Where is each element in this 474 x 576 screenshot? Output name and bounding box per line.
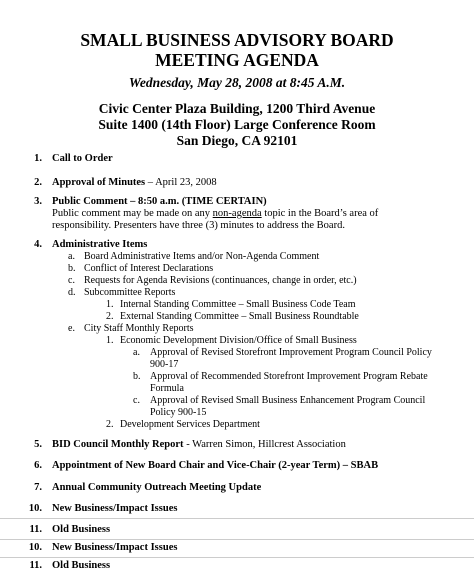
- item-new-business: New Business/Impact Issues: [52, 542, 178, 553]
- sub-item-board-admin: Board Administrative Items and/or Non-Agenda Comment: [84, 251, 320, 262]
- sub-item-requests: Requests for Agenda Revisions (continuances, change in order, etc.): [84, 275, 357, 286]
- item-number: 10.: [28, 542, 42, 553]
- sub-item-staff-reports: City Staff Monthly Reports: [84, 323, 194, 334]
- document-title: SMALL BUSINESS ADVISORY BOARD: [80, 30, 394, 50]
- item-title: BID Council Monthly Report: [52, 439, 184, 450]
- item-detail: - Warren Simon, Hillcrest Association: [183, 439, 346, 450]
- item-number: 4.: [34, 239, 42, 250]
- sub-item-label: a.: [68, 251, 75, 262]
- sub-item-label: b.: [133, 371, 141, 382]
- location-line-3: San Diego, CA 92101: [176, 133, 298, 148]
- sub-item-label: b.: [68, 263, 76, 274]
- sub-item-label: c.: [133, 395, 140, 406]
- item-old-business: Old Business: [52, 560, 111, 571]
- sub-item-label: 1.: [106, 335, 114, 346]
- divider: [0, 539, 474, 540]
- sub-item-storefront-policy-cont: 900-17: [150, 359, 179, 370]
- item-old-business: Old Business: [52, 524, 111, 535]
- item-number: 3.: [34, 196, 42, 207]
- sub-item-internal-committee: Internal Standing Committee – Small Business Code Team: [120, 299, 356, 310]
- sub-item-label: 2.: [106, 419, 114, 430]
- item-number: 5.: [34, 439, 42, 450]
- item-call-to-order: Call to Order: [52, 153, 113, 164]
- item-number: 11.: [29, 524, 42, 535]
- item-number: 6.: [34, 460, 42, 471]
- sub-item-storefront-policy: Approval of Revised Storefront Improvement Program Council Policy: [150, 347, 432, 358]
- item-number: 11.: [29, 560, 42, 571]
- item-approval-of-minutes: [52, 177, 217, 189]
- sub-item-label: c.: [68, 275, 75, 286]
- item-number: 10.: [28, 503, 42, 514]
- divider: [0, 518, 474, 519]
- sub-item-label: a.: [133, 347, 140, 358]
- sub-item-rebate-formula-cont: Formula: [150, 383, 184, 394]
- location-line-2: Suite 1400 (14th Floor) Large Conference Room: [98, 117, 376, 132]
- item-board-chair-appointment: Appointment of New Board Chair and Vice-Chair (2-year Term) – SBAB: [52, 460, 379, 471]
- item-new-business: New Business/Impact Issues: [52, 503, 178, 514]
- location-line-1: Civic Center Plaza Building, 1200 Third Avenue: [98, 101, 376, 116]
- sub-item-enhancement-policy-cont: Policy 900-15: [150, 407, 207, 418]
- sub-item-economic-development: Economic Development Division/Office of Small Business: [120, 335, 357, 346]
- public-comment-text-line-1: [52, 208, 378, 220]
- text-fragment: Public comment may be made on any: [52, 208, 213, 219]
- item-detail: – April 23, 2008: [145, 177, 217, 188]
- sub-item-label: d.: [68, 287, 76, 298]
- text-underlined: non-agenda: [212, 208, 262, 219]
- document-subtitle: MEETING AGENDA: [155, 50, 319, 70]
- public-comment-text-line-2: responsibility. Presenters have three (3) minutes to address the Board.: [52, 220, 345, 231]
- item-outreach-update: Annual Community Outreach Meeting Update: [52, 482, 262, 493]
- item-title: Approval of Minutes: [52, 177, 146, 188]
- sub-item-enhancement-policy: Approval of Revised Small Business Enhancement Program Council: [150, 395, 426, 406]
- item-bid-council-report: [52, 439, 346, 451]
- sub-item-rebate-formula: Approval of Recommended Storefront Improvement Program Rebate: [150, 371, 428, 382]
- item-number: 2.: [34, 177, 42, 188]
- meeting-date: Wednesday, May 28, 2008 at 8:45 A.M.: [128, 75, 346, 90]
- text-fragment: topic in the Board’s area of: [261, 208, 379, 219]
- divider: [0, 557, 474, 558]
- sub-item-label: 1.: [106, 299, 114, 310]
- sub-item-label: e.: [68, 323, 75, 334]
- sub-item-external-committee: External Standing Committee – Small Business Roundtable: [120, 311, 359, 322]
- sub-item-conflict: Conflict of Interest Declarations: [84, 263, 214, 274]
- sub-item-development-services: Development Services Department: [120, 419, 260, 430]
- item-administrative-items: Administrative Items: [52, 239, 148, 250]
- sub-item-label: 2.: [106, 311, 114, 322]
- item-number: 7.: [34, 482, 42, 493]
- item-number: 1.: [34, 153, 42, 164]
- sub-item-subcommittee: Subcommittee Reports: [84, 287, 176, 298]
- item-public-comment: Public Comment – 8:50 a.m. (TIME CERTAIN): [52, 196, 267, 207]
